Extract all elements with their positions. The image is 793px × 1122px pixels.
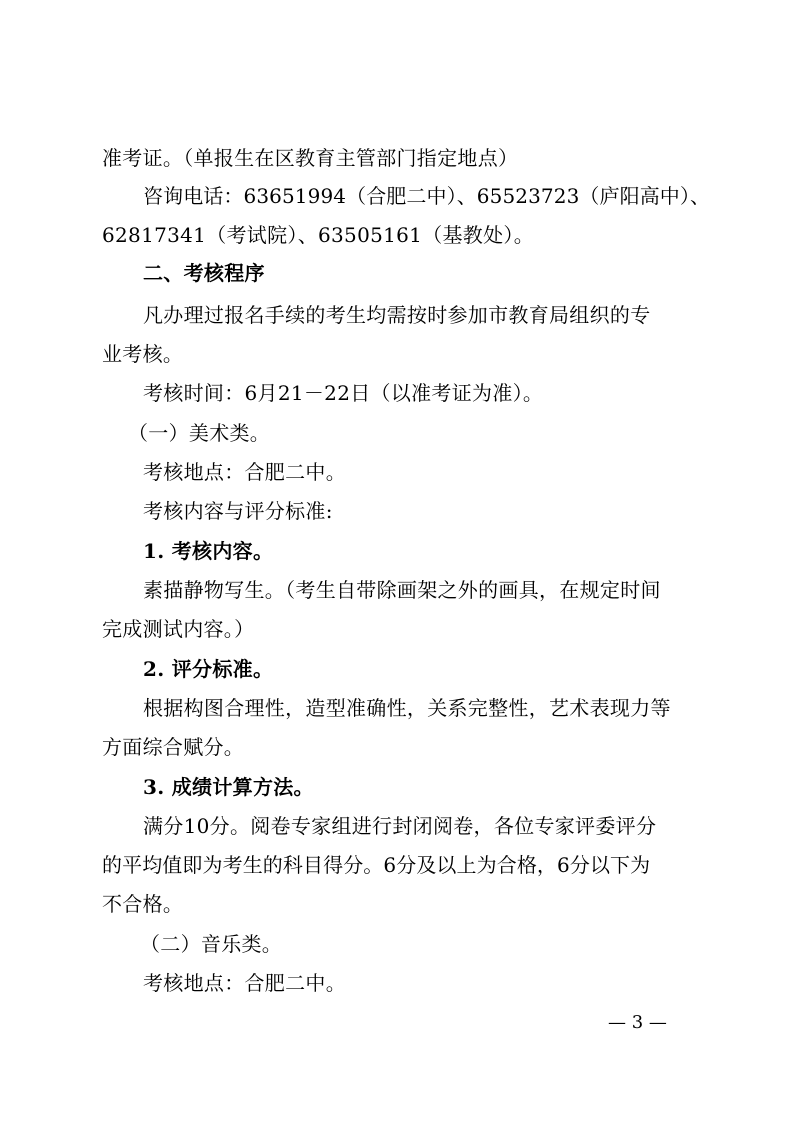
page-number: — 3 — — [608, 1012, 667, 1033]
paragraph-line-full-score-2: 的平均值即为考生的科目得分。6分及以上为合格，6分以下为 — [102, 853, 651, 877]
paragraph-line-sketch-2: 完成测试内容。） — [102, 617, 255, 641]
text-line-admission-ticket: 准考证。（单报生在区教育主管部门指定地点） — [102, 146, 519, 170]
text-line-content-and-scoring: 考核内容与评分标准: — [143, 499, 333, 523]
text-line-art-location: 考核地点：合肥二中。 — [143, 460, 346, 484]
section-heading-procedure: 二、考核程序 — [143, 261, 265, 285]
paragraph-line-full-score-1: 满分10分。阅卷专家组进行封闭阅卷，各位专家评委评分 — [143, 814, 657, 838]
paragraph-line-sketch-1: 素描静物写生。（考生自带除画架之外的画具，在规定时间 — [143, 578, 661, 602]
numbered-heading-score-calculation: 3. 成绩计算方法。 — [143, 775, 314, 799]
subsection-heading-art: （一）美术类。 — [128, 421, 271, 445]
numbered-heading-exam-content: 1. 考核内容。 — [143, 539, 274, 563]
paragraph-line-registration-1: 凡办理过报名手续的考生均需按时参加市教育局组织的专 — [143, 303, 651, 327]
paragraph-line-full-score-3: 不合格。 — [102, 892, 184, 916]
paragraph-line-criteria-2: 方面综合赋分。 — [102, 735, 245, 759]
subsection-heading-music: （二）音乐类。 — [140, 932, 283, 956]
paragraph-line-registration-2: 业考核。 — [102, 342, 184, 366]
paragraph-line-criteria-1: 根据构图合理性，造型准确性，关系完整性，艺术表现力等 — [143, 696, 671, 720]
text-line-exam-time: 考核时间：6月21－22日（以准考证为准）。 — [143, 381, 544, 405]
text-line-phone-2: 62817341（考试院）、63505161（基教处）。 — [102, 223, 534, 247]
text-line-music-location: 考核地点：合肥二中。 — [143, 971, 346, 995]
text-line-phone-1: 咨询电话：63651994（合肥二中）、65523723（庐阳高中）、 — [143, 184, 711, 208]
numbered-heading-scoring-standard: 2. 评分标准。 — [143, 657, 274, 681]
